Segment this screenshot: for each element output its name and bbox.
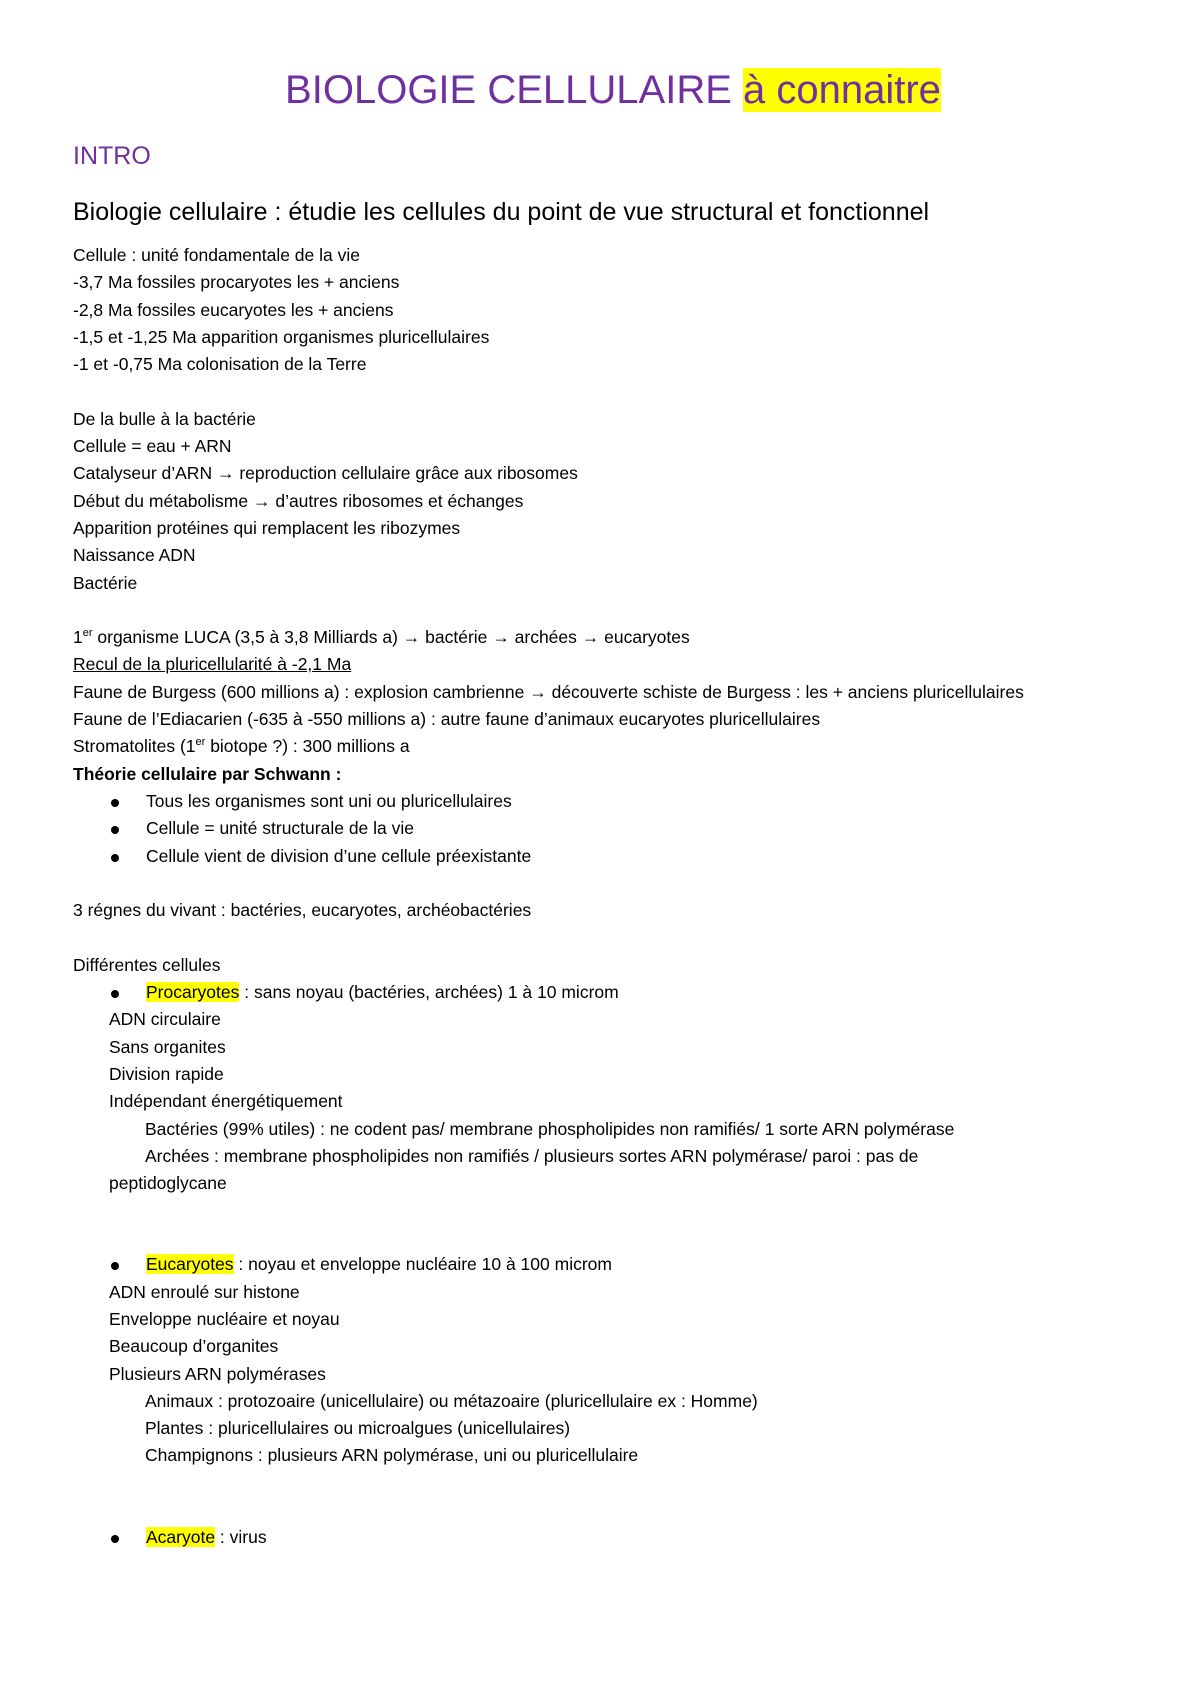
arrow-icon: → (529, 681, 547, 702)
arrow-icon: → (581, 627, 600, 648)
intro-heading: INTRO (73, 142, 151, 170)
bullet-icon (111, 799, 119, 807)
text-line: Plusieurs ARN polymérases (109, 1363, 326, 1384)
text-line: Stromatolites (1er biotope ?) : 300 millions a (73, 736, 410, 757)
text-line: Différentes cellules (73, 954, 221, 975)
section-eucaryotes (73, 1251, 1153, 1469)
subtitle: Biologie cellulaire : étudie les cellules du point de vue structural et fonctionnel (73, 198, 930, 226)
text-line: Division rapide (109, 1063, 224, 1084)
list-item: Cellule = unité structurale de la vie (73, 815, 1153, 842)
text-line: ADN enroulé sur histone (109, 1281, 300, 1302)
title-highlight: à connaitre (743, 68, 941, 112)
section-procaryotes (73, 979, 1153, 1197)
text-line: Bactérie (73, 572, 138, 593)
text-line: Cellule = eau + ARN (73, 436, 232, 457)
text-line: -2,8 Ma fossiles eucaryotes les + anciens (73, 299, 394, 320)
text-line: peptidoglycane (109, 1173, 227, 1194)
text-line: Plantes : pluricellulaires ou microalgues (unicellulaires) (145, 1418, 571, 1439)
text-line: Naissance ADN (73, 545, 196, 566)
bullet-icon (111, 1262, 119, 1270)
list-item: Procaryotes : sans noyau (bactéries, archées) 1 à 10 microm (73, 979, 1153, 1006)
text-line: Début du métabolisme → d’autres ribosomes et échanges (73, 490, 524, 511)
text-line: 3 régnes du vivant : bactéries, eucaryotes, archéobactéries (73, 900, 532, 921)
arrow-icon: → (402, 627, 421, 648)
document-title (73, 64, 1153, 116)
text-line: Animaux : protozoaire (unicellulaire) ou métazoaire (pluricellulaire ex : Homme) (145, 1390, 758, 1411)
section-acaryote (73, 1524, 1153, 1551)
text-line: Bactéries (99% utiles) : ne codent pas/ membrane phospholipides non ramifiés/ 1 sorte ARN polymérase (145, 1118, 955, 1139)
arrow-icon: → (252, 490, 271, 511)
text-line: Faune de l’Ediacarien (-635 à -550 millions a) : autre faune d’animaux eucaryotes pluricellulaires (73, 709, 821, 730)
bullet-icon (111, 1535, 119, 1543)
text-line: De la bulle à la bactérie (73, 408, 256, 429)
text-line: Champignons : plusieurs ARN polymérase, uni ou pluricellulaire (145, 1445, 639, 1466)
list-item: Acaryote : virus (73, 1524, 1153, 1551)
document-page (73, 64, 1153, 1551)
title-main: BIOLOGIE CELLULAIRE (285, 68, 732, 112)
text-line: -1,5 et -1,25 Ma apparition organismes pluricellulaires (73, 326, 490, 347)
text-line: Recul de la pluricellularité à -2,1 Ma (73, 654, 352, 675)
text-line: ADN circulaire (109, 1009, 221, 1030)
block-timeline (73, 242, 1153, 378)
text-line: Enveloppe nucléaire et noyau (109, 1308, 340, 1329)
text-line: Catalyseur d’ARN → reproduction cellulaire grâce aux ribosomes (73, 463, 578, 484)
text-line: Apparition protéines qui remplacent les ribozymes (73, 517, 461, 538)
text-line: Archées : membrane phospholipides non ramifiés / plusieurs sortes ARN polymérase/ paroi : pas de (145, 1145, 919, 1166)
text-line: Sans organites (109, 1036, 226, 1057)
arrow-icon: → (216, 463, 235, 484)
list-item: Eucaryotes : noyau et enveloppe nucléaire 10 à 100 microm (73, 1251, 1153, 1278)
bullet-icon (111, 826, 119, 834)
text-line: Théorie cellulaire par Schwann : (73, 763, 342, 784)
text-line: Beaucoup d’organites (109, 1336, 279, 1357)
text-line: -1 et -0,75 Ma colonisation de la Terre (73, 354, 367, 375)
block-evolution (73, 624, 1153, 870)
text-line: Indépendant énergétiquement (109, 1091, 343, 1112)
bullet-icon (111, 854, 119, 862)
text-line: -3,7 Ma fossiles procaryotes les + anciens (73, 272, 400, 293)
list-item: Cellule vient de division d’une cellule préexistante (73, 843, 1153, 870)
text-line: Cellule : unité fondamentale de la vie (73, 245, 360, 265)
list-item: Tous les organismes sont uni ou pluricellulaires (73, 788, 1153, 815)
text-line: 1er organisme LUCA (3,5 à 3,8 Milliards a) → bactérie → archées → eucaryotes (73, 627, 690, 648)
arrow-icon: → (492, 627, 510, 648)
text-line: Faune de Burgess (600 millions a) : explosion cambrienne → découverte schiste de Burgess : les + anciens pluricellulaires (73, 681, 1024, 702)
block-origin (73, 406, 1153, 597)
bullet-icon (111, 990, 119, 998)
